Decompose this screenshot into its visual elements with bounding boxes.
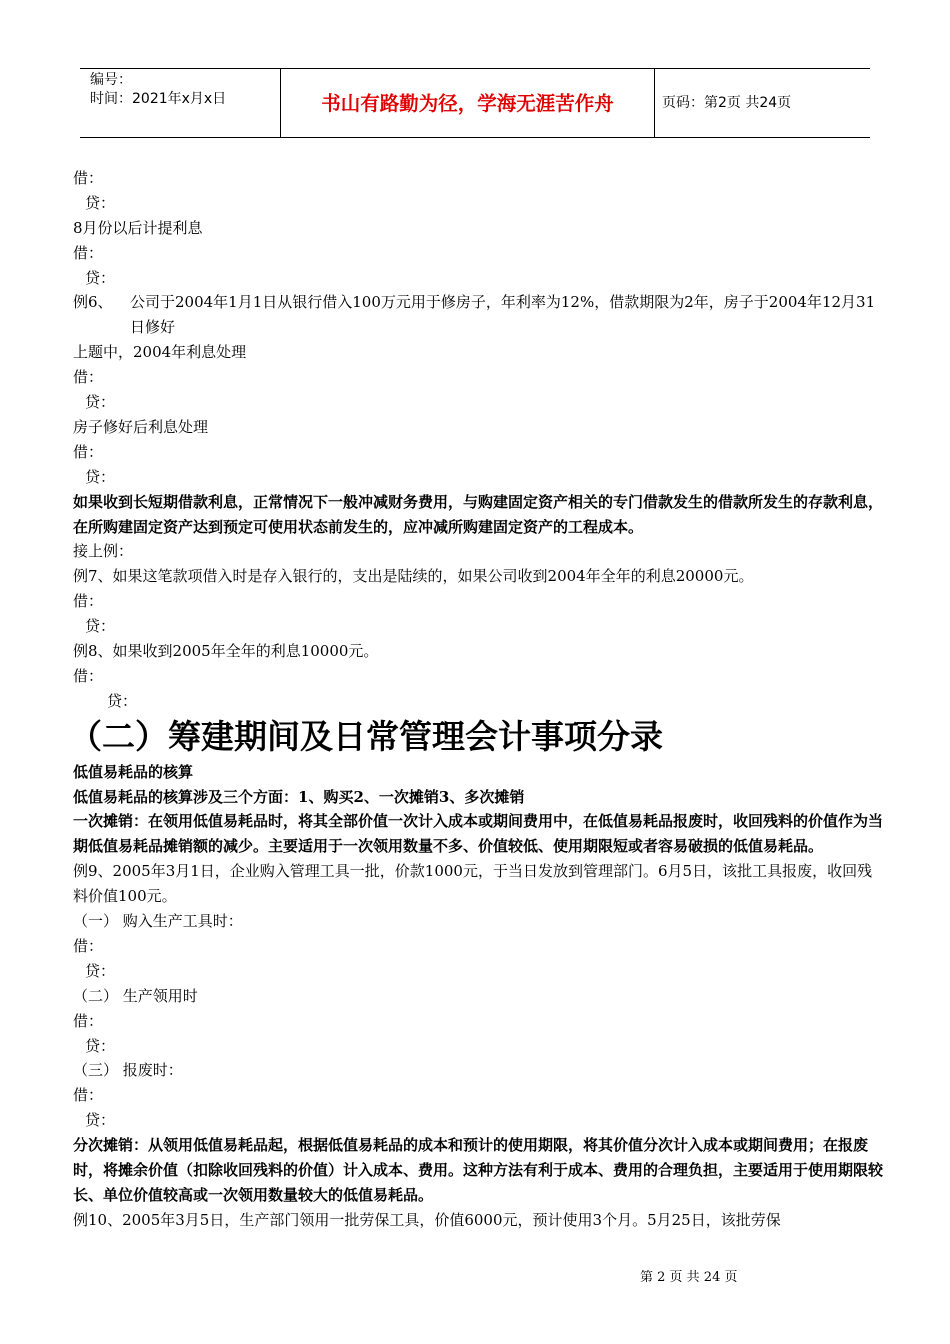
example-6-text: 公司于2004年1月1日从银行借入100万元用于修房子，年利率为12%，借款期限为2年，房子于2004年12月31日修好 <box>130 293 876 337</box>
debit-line: 借： <box>73 592 104 611</box>
text-line: （三） 报废时： <box>73 1061 183 1080</box>
credit-line: 贷： <box>85 193 116 212</box>
bold-line: 低值易耗品的核算 <box>73 762 194 781</box>
debit-line: 借： <box>73 442 104 461</box>
text-line: 上题中，2004年利息处理 <box>73 343 247 362</box>
header-motto-cell <box>280 69 655 137</box>
example-6-label: 例6、 <box>73 293 113 312</box>
credit-line: 贷： <box>85 617 116 636</box>
credit-line: 贷： <box>85 268 116 287</box>
bold-paragraph: 如果收到长短期借款利息，正常情况下一般冲减财务费用，与购建固定资产相关的专门借款发生的借款所发生的存款利息，在所购建固定资产达到预定可使用状态前发生的，应冲减所购建固定资产的工程成本。 <box>73 492 884 536</box>
bold-paragraph: 分次摊销：从领用低值易耗品起，根据低值易耗品的成本和预计的使用期限，将其价值分次计入成本或期间费用；在报废时，将摊余价值（扣除收回残料的价值）计入成本、费用。这种方法有利于成本、费用的合理负担，主要适用于使用期限较长、单位价值较高或一次领用数量较大的低值易耗品。 <box>73 1136 884 1204</box>
text-line: 房子修好后利息处理 <box>73 417 209 436</box>
document-body <box>69 166 884 1233</box>
example-9: 例9、2005年3月1日，企业购入管理工具一批，价款1000元，于当日发放到管理部门。6月5日，该批工具报废，收回残料价值100元。 <box>73 862 873 906</box>
bold-line: 低值易耗品的核算涉及三个方面：1、购买2、一次摊销3、多次摊销 <box>73 787 525 806</box>
page-footer: 第 2 页 共 24 页 <box>640 1270 738 1285</box>
credit-line: 贷： <box>85 1111 116 1130</box>
debit-line: 借： <box>73 368 104 387</box>
debit-line: 借： <box>73 1086 104 1105</box>
text-line: 8月份以后计提利息 <box>73 218 203 237</box>
credit-line: 贷： <box>85 961 116 980</box>
section-heading: （二）筹建期间及日常管理会计事项分录 <box>69 716 663 756</box>
time-label: 时间：2021年x月x日 <box>90 91 227 107</box>
example-10: 例10、2005年3月5日，生产部门领用一批劳保工具，价值6000元，预计使用3个月。5月25日，该批劳保 <box>73 1210 781 1229</box>
example-8: 例8、如果收到2005年全年的利息10000元。 <box>73 641 379 660</box>
header-page-cell <box>654 69 870 137</box>
text-line: （二） 生产领用时 <box>73 986 198 1005</box>
number-label: 编号： <box>90 72 132 88</box>
page-header <box>80 68 870 138</box>
debit-line: 借： <box>73 666 104 685</box>
text-line: （一） 购入生产工具时： <box>73 912 243 931</box>
credit-line: 贷： <box>107 691 138 710</box>
example-6 <box>73 290 883 340</box>
bold-paragraph: 一次摊销：在领用低值易耗品时，将其全部价值一次计入成本或期间费用中，在低值易耗品报废时，收回残料的价值作为当期低值易耗品摊销额的减少。主要适用于一次领用数量不多、价值较低、使用期限短或者容易破损的低值易耗品。 <box>73 812 884 856</box>
motto-text: 书山有路勤为径，学海无涯苦作舟 <box>321 92 614 115</box>
header-meta-cell <box>80 69 280 137</box>
credit-line: 贷： <box>85 1036 116 1055</box>
example-7: 例7、如果这笔款项借入时是存入银行的，支出是陆续的，如果公司收到2004年全年的利息20000元。 <box>73 567 754 586</box>
credit-line: 贷： <box>85 393 116 412</box>
debit-line: 借： <box>73 243 104 262</box>
page-indicator: 页码：第2页 共24页 <box>662 95 792 111</box>
debit-line: 借： <box>73 1011 104 1030</box>
credit-line: 贷： <box>85 467 116 486</box>
debit-line: 借： <box>73 936 104 955</box>
debit-line: 借： <box>73 169 104 187</box>
text-line: 接上例： <box>73 542 134 561</box>
